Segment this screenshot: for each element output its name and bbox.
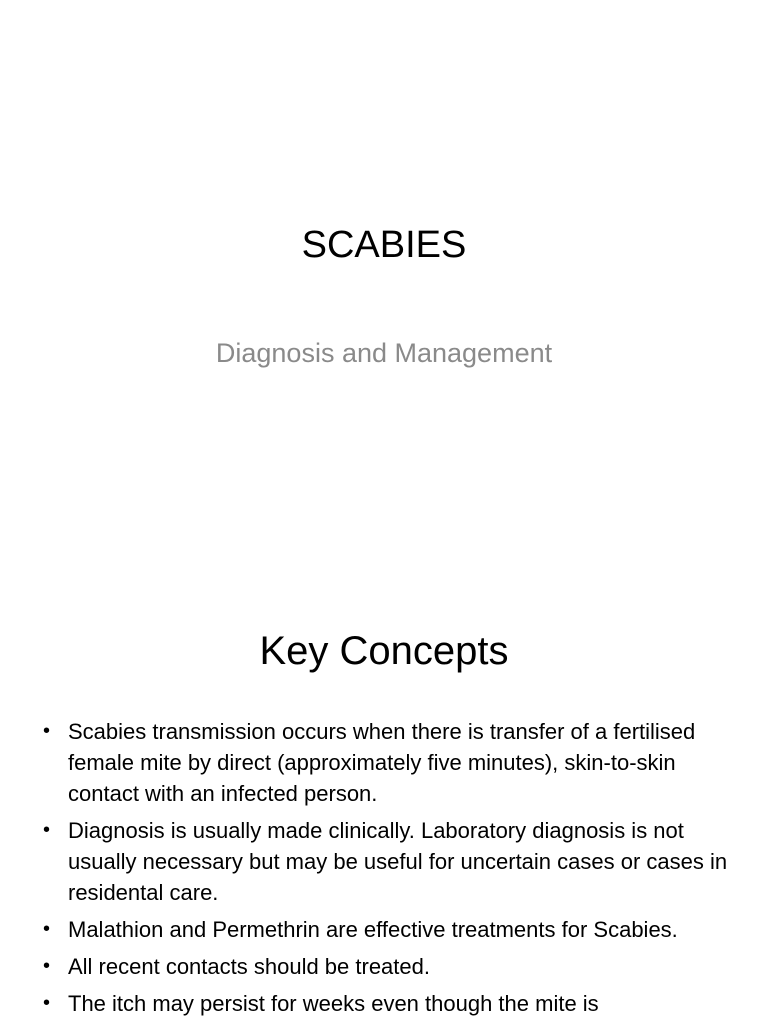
- list-item: [40, 951, 730, 982]
- bullet-text: All recent contacts should be treated.: [68, 954, 430, 979]
- key-concepts-slide: [0, 576, 768, 1024]
- bullet-text: Scabies transmission occurs when there is transfer of a fertilised female mite by direct (approximately five minutes), skin-to-skin contact with an infected person.: [68, 719, 696, 806]
- slide-title: Key Concepts: [259, 629, 509, 673]
- list-item: [40, 914, 730, 945]
- bullet-icon: •: [43, 819, 51, 841]
- list-item: [40, 716, 730, 809]
- list-item: [40, 815, 730, 908]
- bullet-list: [40, 716, 730, 1024]
- bullet-icon: •: [43, 955, 51, 977]
- bullet-text: Diagnosis is usually made clinically. Laboratory diagnosis is not usually necessary but may be useful for uncertain cases or cases in residental care.: [68, 818, 728, 905]
- slide-title: SCABIES: [301, 224, 467, 266]
- slide-subtitle: Diagnosis and Management: [215, 338, 553, 368]
- bullet-icon: •: [43, 918, 51, 940]
- bullet-text: The itch may persist for weeks even though the mite is: [68, 991, 599, 1016]
- bullet-icon: •: [43, 720, 51, 742]
- bullet-text: Malathion and Permethrin are effective treatments for Scabies.: [68, 917, 678, 942]
- list-item: [40, 988, 730, 1019]
- bullet-icon: •: [43, 992, 51, 1014]
